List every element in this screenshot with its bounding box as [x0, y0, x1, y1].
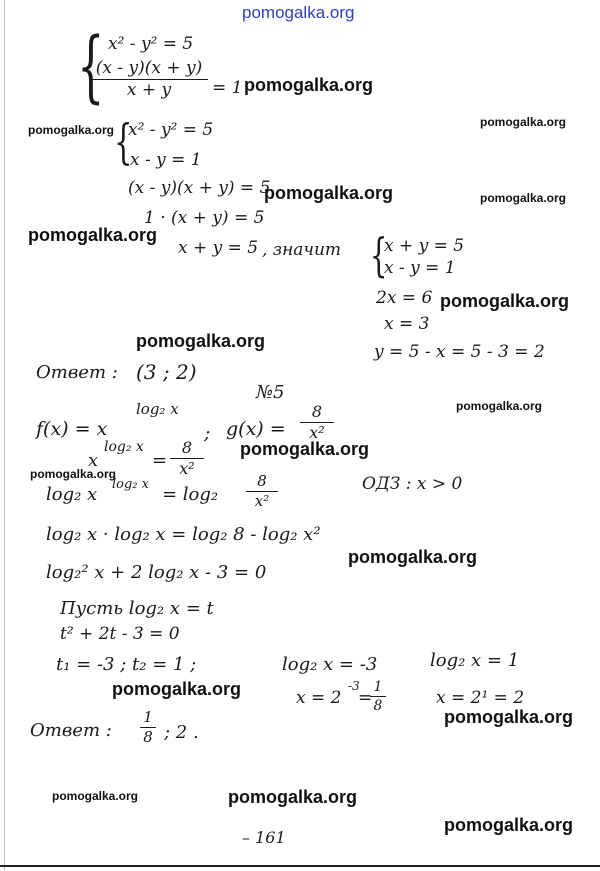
- g-fraction: [300, 404, 334, 441]
- log-line1-numerator: 8: [257, 472, 267, 490]
- watermark: pomogalka.org: [28, 225, 158, 245]
- sys1-denominator: x + y: [126, 80, 172, 100]
- sys1-line1: x² - y² = 5: [108, 34, 194, 54]
- equation-equals: =: [152, 450, 168, 471]
- system-brace-2: {: [114, 114, 133, 170]
- quadratic-line: t² + 2t - 3 = 0: [60, 624, 180, 644]
- log-line1-mid: = log₂: [162, 484, 219, 505]
- step4: 2x = 6: [376, 288, 433, 308]
- watermark: pomogalka.org: [240, 439, 370, 459]
- equation-exponent: log₂ x: [104, 439, 144, 455]
- case1-log: log₂ x = -3: [282, 654, 378, 675]
- watermark-top: pomogalka.org: [242, 3, 355, 22]
- sys1-fraction: [90, 60, 208, 99]
- fraction-bar: [370, 696, 386, 697]
- answer4-value: (3 ; 2): [136, 360, 197, 384]
- case1-x: x = 2: [296, 688, 342, 708]
- watermark: pomogalka.org: [444, 815, 574, 835]
- equation-numerator: 8: [181, 438, 193, 457]
- answer5-label: Ответ :: [30, 720, 112, 741]
- equation-denominator: x²: [179, 459, 195, 478]
- page-edge-left: [4, 0, 5, 871]
- step6: y = 5 - x = 5 - 3 = 2: [374, 342, 545, 362]
- watermark: pomogalka.org: [440, 291, 570, 311]
- log-line1-exponent: log₂ x: [112, 477, 149, 492]
- system-brace-1: {: [77, 22, 105, 112]
- log-line2: log₂ x · log₂ x = log₂ 8 - log₂ x²: [46, 524, 321, 545]
- sys1-rhs: = 1: [212, 78, 243, 98]
- watermark: pomogalka.org: [112, 679, 242, 699]
- odz-condition: ОДЗ : x > 0: [362, 474, 463, 494]
- page-edge-bottom: [0, 865, 600, 867]
- sys2-line1: x² - y² = 5: [128, 120, 214, 140]
- answer4-label: Ответ :: [36, 362, 118, 383]
- equation-base: x: [88, 450, 99, 471]
- watermark: pomogalka.org: [136, 331, 266, 351]
- roots-line: t₁ = -3 ; t₂ = 1 ;: [56, 654, 197, 675]
- watermark: pomogalka.org: [456, 399, 543, 413]
- step1: (x - y)(x + y) = 5: [128, 178, 271, 198]
- semicolon: ;: [204, 422, 211, 444]
- watermark: pomogalka.org: [244, 75, 374, 95]
- watermark: pomogalka.org: [348, 547, 478, 567]
- equation-fraction: [170, 440, 204, 477]
- substitution-line: Пусть log₂ x = t: [60, 598, 214, 619]
- watermark: pomogalka.org: [264, 183, 394, 203]
- f-exponent: log₂ x: [136, 400, 179, 418]
- answer5-tail: ; 2 .: [164, 722, 199, 743]
- watermark: pomogalka.org: [480, 115, 567, 129]
- answer5-numerator: 1: [143, 708, 153, 726]
- case2-log: log₂ x = 1: [430, 650, 520, 671]
- log-line1-fraction: [246, 474, 278, 509]
- case1-exponent: -3: [348, 679, 360, 693]
- log-line3: log₂² x + 2 log₂ x - 3 = 0: [46, 562, 267, 583]
- sys3-line1: x + y = 5: [384, 236, 465, 256]
- log-line1-left: log₂ x: [46, 484, 98, 505]
- case1-equals: =: [358, 688, 373, 708]
- g-numerator: 8: [311, 402, 323, 421]
- case1-fraction: [370, 680, 386, 713]
- watermark: pomogalka.org: [52, 789, 139, 803]
- answer5-denominator: 8: [143, 728, 153, 746]
- g-definition: g(x) =: [226, 418, 286, 440]
- step3: x + y = 5: [178, 238, 259, 258]
- system-brace-3: {: [369, 228, 388, 282]
- problem5-number: №5: [256, 382, 285, 403]
- sys3-line2: x - y = 1: [384, 258, 456, 278]
- case2-x: x = 2¹ = 2: [436, 688, 525, 708]
- sys1-numerator: (x - y)(x + y): [95, 58, 203, 78]
- case1-denominator: 8: [373, 698, 383, 714]
- watermark: pomogalka.org: [30, 467, 117, 481]
- watermark: pomogalka.org: [444, 707, 574, 727]
- watermark: pomogalka.org: [480, 191, 567, 205]
- watermark: pomogalka.org: [228, 787, 358, 807]
- znachit-label: , значит: [262, 240, 342, 260]
- page-number: – 161: [242, 828, 286, 847]
- f-definition: f(x) = x: [36, 418, 108, 440]
- answer5-fraction: [140, 710, 156, 745]
- log-line1-denominator: x²: [254, 492, 270, 510]
- sys2-line2: x - y = 1: [130, 150, 202, 170]
- step2: 1 · (x + y) = 5: [144, 208, 265, 228]
- watermark: pomogalka.org: [28, 123, 115, 137]
- g-denominator: x²: [309, 423, 325, 442]
- step5: x = 3: [384, 314, 430, 334]
- case1-numerator: 1: [373, 679, 383, 695]
